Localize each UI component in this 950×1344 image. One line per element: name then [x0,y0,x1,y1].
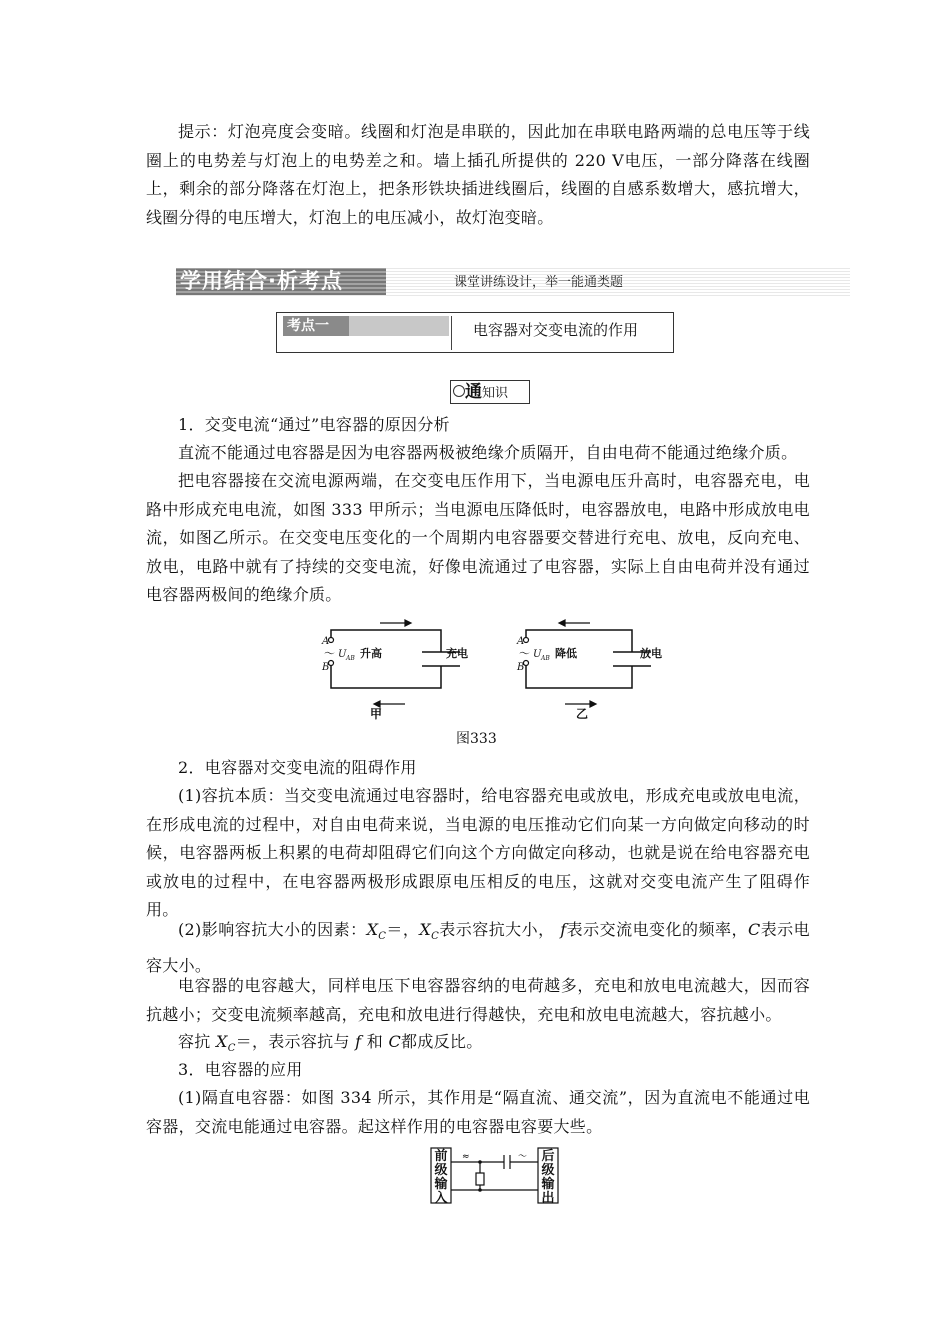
svg-text:～: ～ [519,647,530,660]
arrow-right-icon [590,701,596,707]
s2-p4: 容抗 $X_C=$，表示容抗与 f 和 C都成反比。 [178,1032,483,1055]
left-name: 甲 [370,707,383,721]
banner-title: 学用结合·析考点 [176,268,386,295]
s2-p1: (1)容抗本质：当交变电流通过电容器时，给电容器充电或放电，形成充电或放电电流，在形成电流的过程中，对自由电荷来说，当电源的电压推动它们向某一方向做定向移动的时候，电容器两板上积累的电荷却阻碍它们向这个方向做定向移动，也就是说在给电容器充电或放电的过程中，在电容器两极形成跟原电压相反的电压，这就对交变电流产生了阻碍作用。 [146,786,810,919]
label-a: A [322,636,330,647]
figure-333-caption: 图333 [456,731,497,747]
right-name: 乙 [576,707,589,721]
kaodian-divider [451,316,452,350]
hint-paragraph: 提示：灯泡亮度会变暗。线圈和灯泡是串联的，因此加在串联电路两端的总电压等于线圈上的电势差与灯泡上的电势差之和。墙上插孔所提供的 220 V电压，一部分降落在线圈上，剩余的部分降落在灯泡上，把条形铁块插进线圈后，线圈的自感系数增大，感抗增大，线圈分得的电压增大，灯泡上的电压减小，故灯泡变暗。 [146,122,810,227]
zhishi-text: 知识 [482,386,509,401]
fig334-right-label: 后 级 输 出 [541,1149,555,1206]
s1-heading: 1．交变电流“通过”电容器的原因分析 [178,415,450,434]
right-state: 降低 [555,647,577,660]
s3-heading: 3．电容器的应用 [178,1060,303,1079]
marker-icon [453,385,465,397]
svg-text:A: A [517,636,525,647]
left-cap: 充电 [446,647,468,660]
label-u: U [338,649,347,660]
kaodian-title: 电容器对交变电流的作用 [473,321,639,339]
kaodian-box [276,312,674,353]
s1-p2: 把电容器接在交流电源两端，在交变电压作用下，当电源电压升高时，电容器充电，电路中形成充电电流，如图 333 甲所示；当电源电压降低时，电容器放电，电路中形成放电电流，如图乙所示。在交变电压变化的一个周期内电容器要交替进行充电、放电，反向充电、放电，电路中就有了持续的交变电流，好像电流通过了电容器，实际上自由电荷并没有通过电容器两极间的绝缘介质。 [146,471,810,604]
left-state: 升高 [360,647,382,660]
s1-p1: 直流不能通过电容器是因为电容器两极被绝缘介质隔开，自由电荷不能通过绝缘介质。 [178,443,798,462]
kaodian-tag: 考点一 [283,316,349,336]
s3-p1: (1)隔直电容器：如图 334 所示，其作用是“隔直流、通交流”，因为直流电不能通过电容器，交流电能通过电容器。起这样作用的电容器电容要大些。 [146,1088,810,1136]
terminal-a-left [329,638,334,643]
kaodian-tag-bar [349,316,449,336]
tilde-icon: ～ [324,647,335,660]
section-banner [176,268,850,296]
figure-333 [310,620,662,721]
tilde-icon-2: ～ [518,1152,528,1162]
label-u-sub: AB [346,655,355,662]
label-b: B [322,662,330,673]
terminal-a-right [524,638,529,643]
banner-subtitle: 课堂讲练设计，举一能通类题 [454,275,624,290]
svg-text:B: B [517,662,525,673]
right-cap: 放电 [640,647,662,660]
tongzhishi-label [450,380,530,404]
tong-char: 通 [465,382,482,402]
svg-text:U: U [533,649,542,660]
s2-heading: 2．电容器对交变电流的阻碍作用 [178,758,417,777]
fig334-left-label: 前 级 输 入 [434,1149,448,1206]
s2-p2: (2)影响容抗大小的因素：$X_C=$，$X_C$表示容抗大小， f表示交流电变化的频率，C表示电容大小。 [146,920,810,975]
svg-text:AB: AB [541,655,550,662]
arrow-left-icon [559,620,565,626]
tilde-icon: ≈ [462,1152,470,1162]
s2-p3: 电容器的电容越大，同样电压下电容器容纳的电荷越多，充电和放电电流越大，因而容抗越小；交变电流频率越高，充电和放电进行得越快，充电和放电电流越大，容抗越小。 [146,976,810,1024]
